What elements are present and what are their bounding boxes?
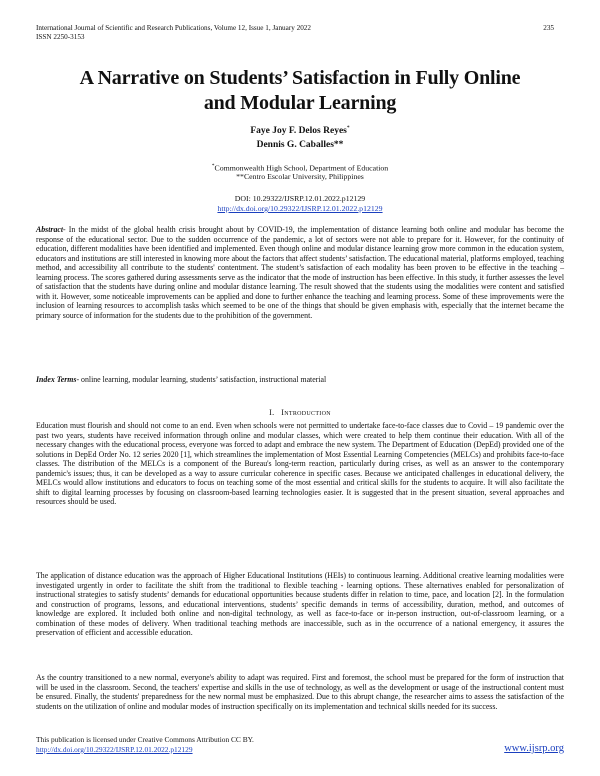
- author-2: [0, 140, 600, 150]
- site-link[interactable]: www.ijsrp.org: [504, 743, 564, 754]
- index-terms-text: - online learning, modular learning, students’ satisfaction, instructional material: [76, 375, 327, 384]
- affiliation-text: Centro Escolar University, Philippines: [243, 172, 364, 181]
- paragraph-1: Education must flourish and should not come to an end. Even when schools were not permitted to undertake face-to-face classes due to Covid – 19 pandemic over the past two years, students have received information through online and modular classes, which were created to help them continue their education. With all of the necessary changes with the educational process, everyone was forced to adapt and embrace the new system. The Department of Education (DepEd) provided one of the solutions in DepEd Order No. 12 series 2020 [1], which streamlines the implementation of Most Essential Learning Competencies (MELCs) and prohibits face-to-face classes. The distribution of the MELCs is a component of the Bureau's long-term reaction, particularly during crises, as well as an answer to the contemporary pandemic's issues; thus, it can be developed as a way to assure curricular coherence in specific cases. Because we anticipated challenges in educational delivery, the MELCs would allow institutions and educators to focus on teaching some of the most essential and critical skills for the students to acquire. It will also facilitate the shift to digital learning processes by focusing on classroom-based learning technologies easier. It is suggested that in the present situation, several approaches and resources should be used.: [36, 421, 564, 507]
- page-number: 235: [543, 24, 554, 32]
- abstract-text: In the midst of the global health crisis brought about by COVID-19, the implementation of distance learning both online and modular has become the response of the educational sector. Due to the sudden occurrence of the pandemic, a lot of sectors were not able to prepare for it. However, for the continuity of education, different modalities have been identified and implemented. Even though online and modular distance learning grow more common in the education system, educators and institutions are still interested in knowing more about the factors that affect students’ satisfaction. The educational material, platforms employed, teaching method, and accessibility all contribute to the students' contentment. The student’s satisfaction of each modality has been proven to be effective in the teaching – learning process. The scores gathered during assessments serve as the indicator that the mode of instruction has been effective. In this study, it further assesses the level of satisfaction that the students have during online and modular distance learning. The result showed that the students using the modalities were content and satisfied with it. However, some noticeable improvements can be applied and done to further enhance the teaching and learning process. Some of these improvements were the inclusion of learning resources to accomplish tasks which seemed to be one of the things that should be given emphasis with, especially that the internet became the primary source of information for the students due to the prohibition of the government.: [36, 225, 564, 320]
- index-terms: [36, 375, 564, 385]
- section-title: Introduction: [281, 408, 331, 417]
- affiliation-2: [0, 172, 600, 182]
- affiliation-mark: *: [211, 163, 215, 169]
- section-heading: [0, 408, 600, 417]
- license-note: This publication is licensed under Creative Commons Attribution CC BY.: [36, 735, 254, 744]
- journal-citation: International Journal of Scientific and Research Publications, Volume 12, Issue 1, January 2022: [36, 24, 311, 32]
- author-mark: *: [346, 125, 350, 131]
- running-header: [36, 24, 311, 42]
- doi-link[interactable]: http://dx.doi.org/10.29322/IJSRP.12.01.2022.p12129: [217, 204, 383, 213]
- doi-label: DOI: 10.29322/IJSRP.12.01.2022.p12129: [234, 194, 366, 203]
- abstract: [36, 225, 564, 320]
- author-1: [0, 125, 600, 136]
- title-line-2: and Modular Learning: [203, 92, 397, 114]
- paragraph-2: The application of distance education was the approach of Higher Educational Institutions (HEIs) to continuous learning. Additional creative learning modalities were investigated urgently in order to facilitate the shift from the traditional to flexible teaching - learning options. These alternatives enabled for personalization of instructional strategies to satisfy students’ demands for educational opportunities because students differ in relation to time, pace, and location [2]. In the formulation and construction of programs, lessons, and educational interventions, students’ specific demands in terms of accessibility, duration, method, and outcomes of knowledge are explored. It included both online and non-digital technology, as well as face-to-face or in-person instruction, out-of-classroom learning, or a combination of these modes of delivery. When traditional teaching methods are inaccessible, such as in the occurrence of a national emergency, it assures the preservation of efficient and accessible education.: [36, 571, 564, 638]
- author-mark: **: [333, 140, 344, 150]
- affiliation-mark: **: [236, 172, 244, 181]
- author-name: Dennis G. Caballes: [256, 140, 334, 150]
- index-terms-label: Index Terms: [36, 375, 77, 384]
- section-number: I.: [269, 408, 275, 417]
- affiliation-text: Commonwealth High School, Department of Education: [214, 163, 389, 173]
- author-name: Faye Joy F. Delos Reyes: [250, 126, 347, 137]
- title-line-1: A Narrative on Students’ Satisfaction in Fully Online: [79, 67, 521, 89]
- issn: ISSN 2250-3153: [36, 33, 85, 41]
- paper-title: [40, 66, 560, 116]
- abstract-label: Abstract-: [36, 225, 66, 234]
- footer-doi-link[interactable]: http://dx.doi.org/10.29322/IJSRP.12.01.2022.p12129: [36, 745, 193, 754]
- paragraph-3: As the country transitioned to a new normal, everyone's ability to adapt was required. First and foremost, the school must be prepared for the form of instruction that will be used in the classroom. Second, the teachers' expertise and skills in the use of technology, as well as the development or usage of the instructional content must be ensured. Finally, the students' preparedness for the new normal must be emphasized. Due to this abrupt change, the researcher aims to assess the satisfaction of the students on the utilization of online and modular modes of instruction specifically on its implementation and technical skills needed for its success.: [36, 673, 564, 711]
